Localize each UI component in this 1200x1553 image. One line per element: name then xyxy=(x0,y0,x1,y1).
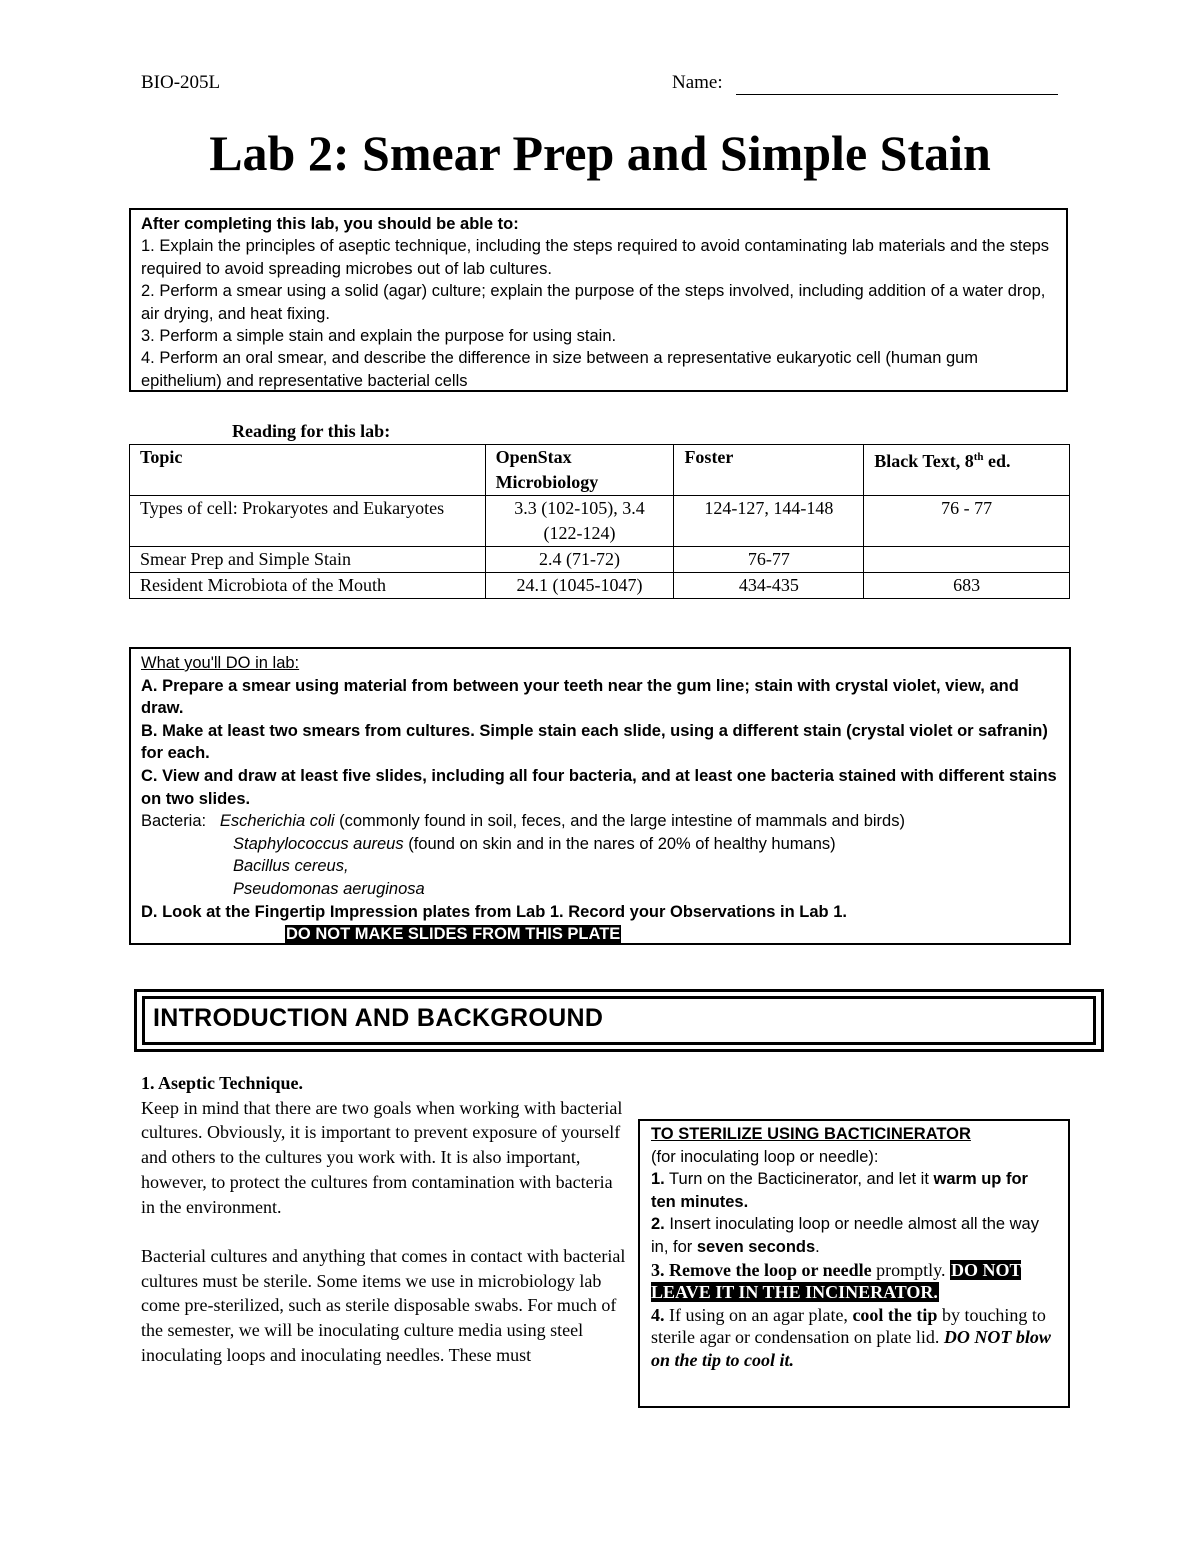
column-header-openstax: OpenStax Microbiology xyxy=(485,445,674,496)
step-warning: DO NOT blow on the tip to cool it. xyxy=(651,1327,1051,1370)
superscript-th: th xyxy=(973,451,984,463)
aseptic-paragraph-1: Keep in mind that there are two goals when working with bacterial cultures. Obviously, it is important to prevent exposure of yourself and others to the cultures you work with. It is also important, however, to protect the cultures from contamination with bacteria in the environment. xyxy=(141,1097,623,1217)
task-c: C. View and draw at least five slides, including all four bacteria, and at least one bacteria stained with different stains on two slides. xyxy=(141,766,1057,808)
column-header-topic: Topic xyxy=(130,445,486,496)
step-number: 2. xyxy=(651,1215,665,1234)
aseptic-section xyxy=(141,1071,631,1367)
do-in-lab-box xyxy=(129,647,1071,945)
sterilize-box xyxy=(638,1119,1070,1408)
sterilize-subheading: (for inoculating loop or needle): xyxy=(651,1147,879,1166)
objectives-box xyxy=(129,208,1068,392)
step-text: Insert inoculating loop or needle almost all the way in, for xyxy=(651,1215,1039,1256)
sterilize-step-4 xyxy=(651,1304,1057,1372)
step-number: 3. xyxy=(651,1259,665,1280)
table-cell: 76 - 77 xyxy=(864,496,1070,547)
table-row xyxy=(130,573,1070,599)
bacteria-name: Escherichia coli xyxy=(219,812,335,831)
column-header-foster: Foster xyxy=(674,445,864,496)
task-a: A. Prepare a smear using material from between your teeth near the gum line; stain with crystal violet, view, and draw. xyxy=(141,676,1019,718)
sterilize-step-3 xyxy=(651,1259,1057,1304)
table-row xyxy=(130,496,1070,547)
reading-table xyxy=(129,444,1070,599)
aseptic-heading: 1. Aseptic Technique. xyxy=(141,1073,304,1093)
bacteria-label: Bacteria: xyxy=(141,812,207,831)
step-warning: DO NOT LEAVE IT IN THE INCINERATOR. xyxy=(651,1259,1022,1303)
step-emphasis: seven seconds xyxy=(696,1237,816,1256)
name-blank-line[interactable] xyxy=(736,94,1058,95)
step-text: Turn on the Bacticinerator, and let it xyxy=(664,1170,934,1189)
sterilize-step-2 xyxy=(651,1213,1057,1258)
name-label: Name: xyxy=(672,72,723,93)
bacteria-name: Bacillus cereus, xyxy=(233,857,349,876)
step-emphasis: warm up for ten minutes. xyxy=(651,1170,1028,1211)
table-cell xyxy=(864,547,1070,573)
column-header-black-text-ed: ed. xyxy=(983,451,1011,471)
table-header-row xyxy=(130,445,1070,496)
table-cell: Resident Microbiota of the Mouth xyxy=(130,573,486,599)
table-cell: 3.3 (102-105), 3.4 (122-124) xyxy=(485,496,674,547)
column-header-black-text-main: Black Text, 8 xyxy=(874,451,974,471)
objective-item: 4. Perform an oral smear, and describe the difference in size between a representative eukaryotic cell (human gum epithelium) and representative bacterial cells xyxy=(141,349,979,390)
warning-line xyxy=(141,923,1059,946)
task-d: D. Look at the Fingertip Impression plates from Lab 1. Record your Observations in Lab 1. xyxy=(141,902,847,921)
step-number: 4. xyxy=(651,1304,665,1325)
objective-item: 1. Explain the principles of aseptic technique, including the steps required to avoid contaminating lab materials and the steps required to avoid spreading microbes out of lab cultures. xyxy=(141,237,1050,278)
table-cell: Smear Prep and Simple Stain xyxy=(130,547,486,573)
warning-banner: DO NOT MAKE SLIDES FROM THIS PLATE xyxy=(286,925,621,944)
bacteria-line xyxy=(141,810,1059,833)
bacteria-note: (found on skin and in the nares of 20% of healthy humans) xyxy=(403,834,836,853)
do-in-lab-heading: What you'll DO in lab: xyxy=(141,654,300,672)
course-code: BIO-205L xyxy=(141,72,221,93)
step-text: If using on an agar plate, xyxy=(664,1304,853,1325)
step-text: promptly. xyxy=(871,1259,950,1280)
page-title: Lab 2: Smear Prep and Simple Stain xyxy=(209,125,991,181)
table-cell: 76-77 xyxy=(674,547,864,573)
step-emphasis: Remove the loop or needle xyxy=(664,1259,872,1280)
objective-item: 2. Perform a smear using a solid (agar) culture; explain the purpose of the steps involved, including addition of a water drop, air drying, and heat fixing. xyxy=(141,282,1046,323)
table-cell: Types of cell: Prokaryotes and Eukaryotes xyxy=(130,496,486,547)
table-cell: 434-435 xyxy=(674,573,864,599)
section-title: INTRODUCTION AND BACKGROUND xyxy=(153,1004,604,1032)
step-text: . xyxy=(815,1237,820,1256)
table-cell: 683 xyxy=(864,573,1070,599)
objectives-heading: After completing this lab, you should be able to: xyxy=(141,215,519,233)
bacteria-name: Pseudomonas aeruginosa xyxy=(233,879,425,898)
bacteria-name: Staphylococcus aureus xyxy=(233,834,404,853)
sterilize-heading: TO STERILIZE USING BACTICINERATOR xyxy=(651,1125,971,1143)
sterilize-step-1 xyxy=(651,1168,1057,1213)
aseptic-paragraph-2: Bacterial cultures and anything that comes in contact with bacterial cultures must be sterile. Some items we use in microbiology lab come pre-sterilized, such as sterile disposable swabs. For much of the semester, we will be inoculating culture media using steel inoculating loops and inoculating needles. These must xyxy=(141,1245,626,1365)
reading-heading: Reading for this lab: xyxy=(232,421,391,441)
objective-item: 3. Perform a simple stain and explain the purpose for using stain. xyxy=(141,327,617,346)
task-b: B. Make at least two smears from cultures. Simple stain each slide, using a different stain (crystal violet or safranin) for each. xyxy=(141,721,1048,763)
step-number: 1. xyxy=(651,1170,665,1189)
step-emphasis: cool the tip xyxy=(852,1304,938,1325)
table-cell: 124-127, 144-148 xyxy=(674,496,864,547)
bacteria-note: (commonly found in soil, feces, and the large intestine of mammals and birds) xyxy=(334,812,905,831)
table-row xyxy=(130,547,1070,573)
table-cell: 24.1 (1045-1047) xyxy=(485,573,674,599)
column-header-black-text xyxy=(864,445,1070,496)
step-text: by touching to sterile agar or condensation on plate lid. xyxy=(651,1304,1046,1348)
table-cell: 2.4 (71-72) xyxy=(485,547,674,573)
bacteria-line xyxy=(141,833,1059,856)
